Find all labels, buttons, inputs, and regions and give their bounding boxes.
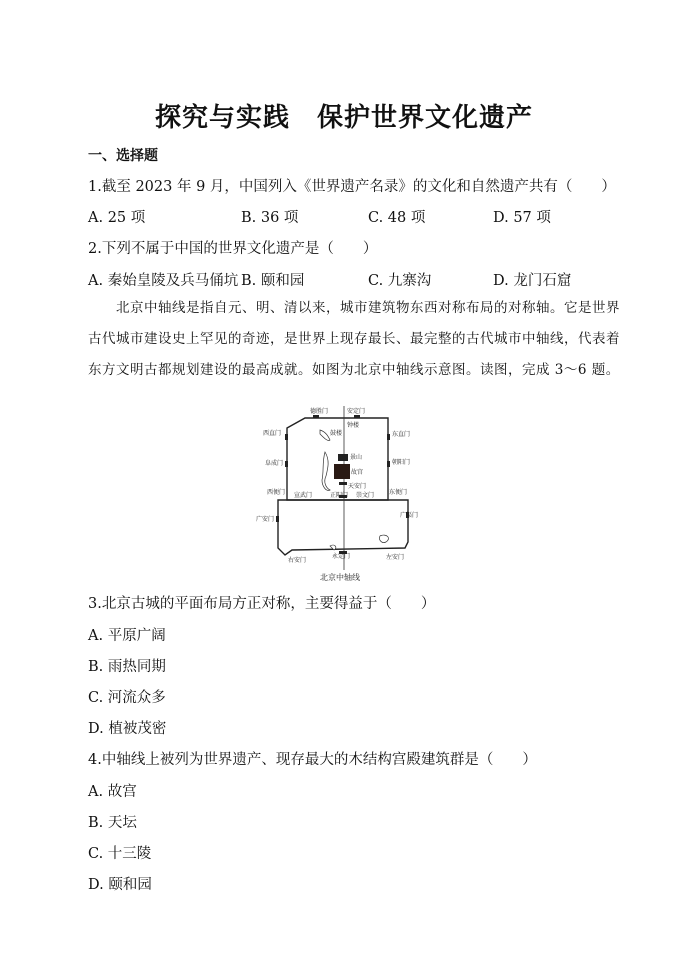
map-label-dongbianmen: 东便门 — [389, 489, 408, 496]
question-3-option-a: A. 平原广阔 — [88, 628, 166, 644]
gate-marker — [313, 415, 319, 418]
map-label-gulou: 鼓楼 — [330, 430, 343, 437]
beijing-axis-map — [250, 400, 430, 590]
gate-marker — [387, 434, 390, 440]
question-2-option-b: B. 颐和园 — [241, 273, 305, 289]
map-label-dongzhimen: 东直门 — [392, 431, 411, 438]
question-1-option-b: B. 36 项 — [241, 210, 299, 226]
gate-marker — [387, 461, 390, 467]
question-3-option-c: C. 河流众多 — [88, 690, 166, 706]
map-label-zhengyangmen: 正阳门 — [330, 492, 349, 499]
question-4-option-b: B. 天坛 — [88, 815, 137, 831]
question-4-option-a: A. 故宫 — [88, 784, 137, 800]
question-1-option-d: D. 57 项 — [493, 210, 551, 226]
map-label-guangqumen: 广渠门 — [400, 512, 419, 519]
question-4-option-d: D. 颐和园 — [88, 877, 152, 893]
map-label-chaoyangmen: 朝阳门 — [392, 459, 411, 466]
map-label-gugong: 故宫 — [351, 469, 364, 476]
map-label-yongdingmen: 永定门 — [332, 553, 351, 560]
map-label-xuanwumen: 宣武门 — [294, 492, 313, 499]
question-4-option-c: C. 十三陵 — [88, 846, 152, 862]
map-label-youanmen: 右安门 — [288, 557, 307, 564]
section-heading: 一、选择题 — [88, 148, 158, 164]
reading-passage: 北京中轴线是指自元、明、清以来，城市建筑物东西对称布局的对称轴。它是世界古代城市建设史上罕见的奇迹，是世界上现存最长、最完整的古代城市中轴线，代表着东方文明古都规划建设的最高成就。如图为北京中轴线示意图。读图，完成 3～6 题。 — [88, 300, 620, 378]
map-label-xizhimen: 西直门 — [263, 430, 282, 437]
tiananmen-marker — [339, 482, 347, 485]
map-label-jingshan: 景山 — [350, 454, 363, 461]
question-1-option-c: C. 48 项 — [368, 210, 426, 226]
map-label-deshengmen: 德胜门 — [310, 408, 329, 415]
question-2-option-d: D. 龙门石窟 — [493, 273, 572, 289]
gate-marker — [285, 434, 288, 440]
map-label-fuchengmen: 阜成门 — [265, 460, 284, 467]
gugong-block — [334, 464, 350, 479]
question-3-option-b: B. 雨热同期 — [88, 659, 166, 675]
page-title: 探究与实践 保护世界文化遗产 — [154, 103, 533, 133]
jingshan-marker — [338, 454, 348, 461]
map-label-zuoanmen: 左安门 — [386, 554, 405, 561]
map-label-guanganmen: 广安门 — [256, 516, 275, 523]
map-label-zhonglou: 钟楼 — [347, 422, 360, 429]
question-3-stem: 3.北京古城的平面布局方正对称，主要得益于（ ） — [88, 596, 436, 612]
map-label-chongwenmen: 崇文门 — [356, 492, 375, 499]
question-1-stem: 1.截至 2023 年 9 月，中国列入《世界遗产名录》的文化和自然遗产共有（ ） — [88, 179, 616, 195]
question-1-option-a: A. 25 项 — [88, 210, 146, 226]
gate-marker — [285, 461, 288, 467]
question-2-option-c: C. 九寨沟 — [368, 273, 432, 289]
lake-shape — [379, 535, 388, 542]
question-3-option-d: D. 植被茂密 — [88, 721, 167, 737]
map-label-tiananmen: 天安门 — [348, 483, 367, 490]
gate-marker — [354, 415, 360, 418]
lake-shape — [320, 430, 330, 441]
map-label-andingmen: 安定门 — [347, 408, 366, 415]
map-caption: 北京中轴线 — [320, 573, 360, 582]
question-2-option-a: A. 秦始皇陵及兵马俑坑 — [88, 273, 239, 289]
outer-city-wall — [278, 500, 408, 555]
map-label-xibianmen: 西便门 — [267, 489, 286, 496]
gate-marker — [276, 516, 279, 522]
lake-shape — [322, 452, 330, 490]
question-2-stem: 2.下列不属于中国的世界文化遗产是（ ） — [88, 241, 378, 257]
question-4-stem: 4.中轴线上被列为世界遗产、现存最大的木结构宫殿建筑群是（ ） — [88, 752, 537, 768]
